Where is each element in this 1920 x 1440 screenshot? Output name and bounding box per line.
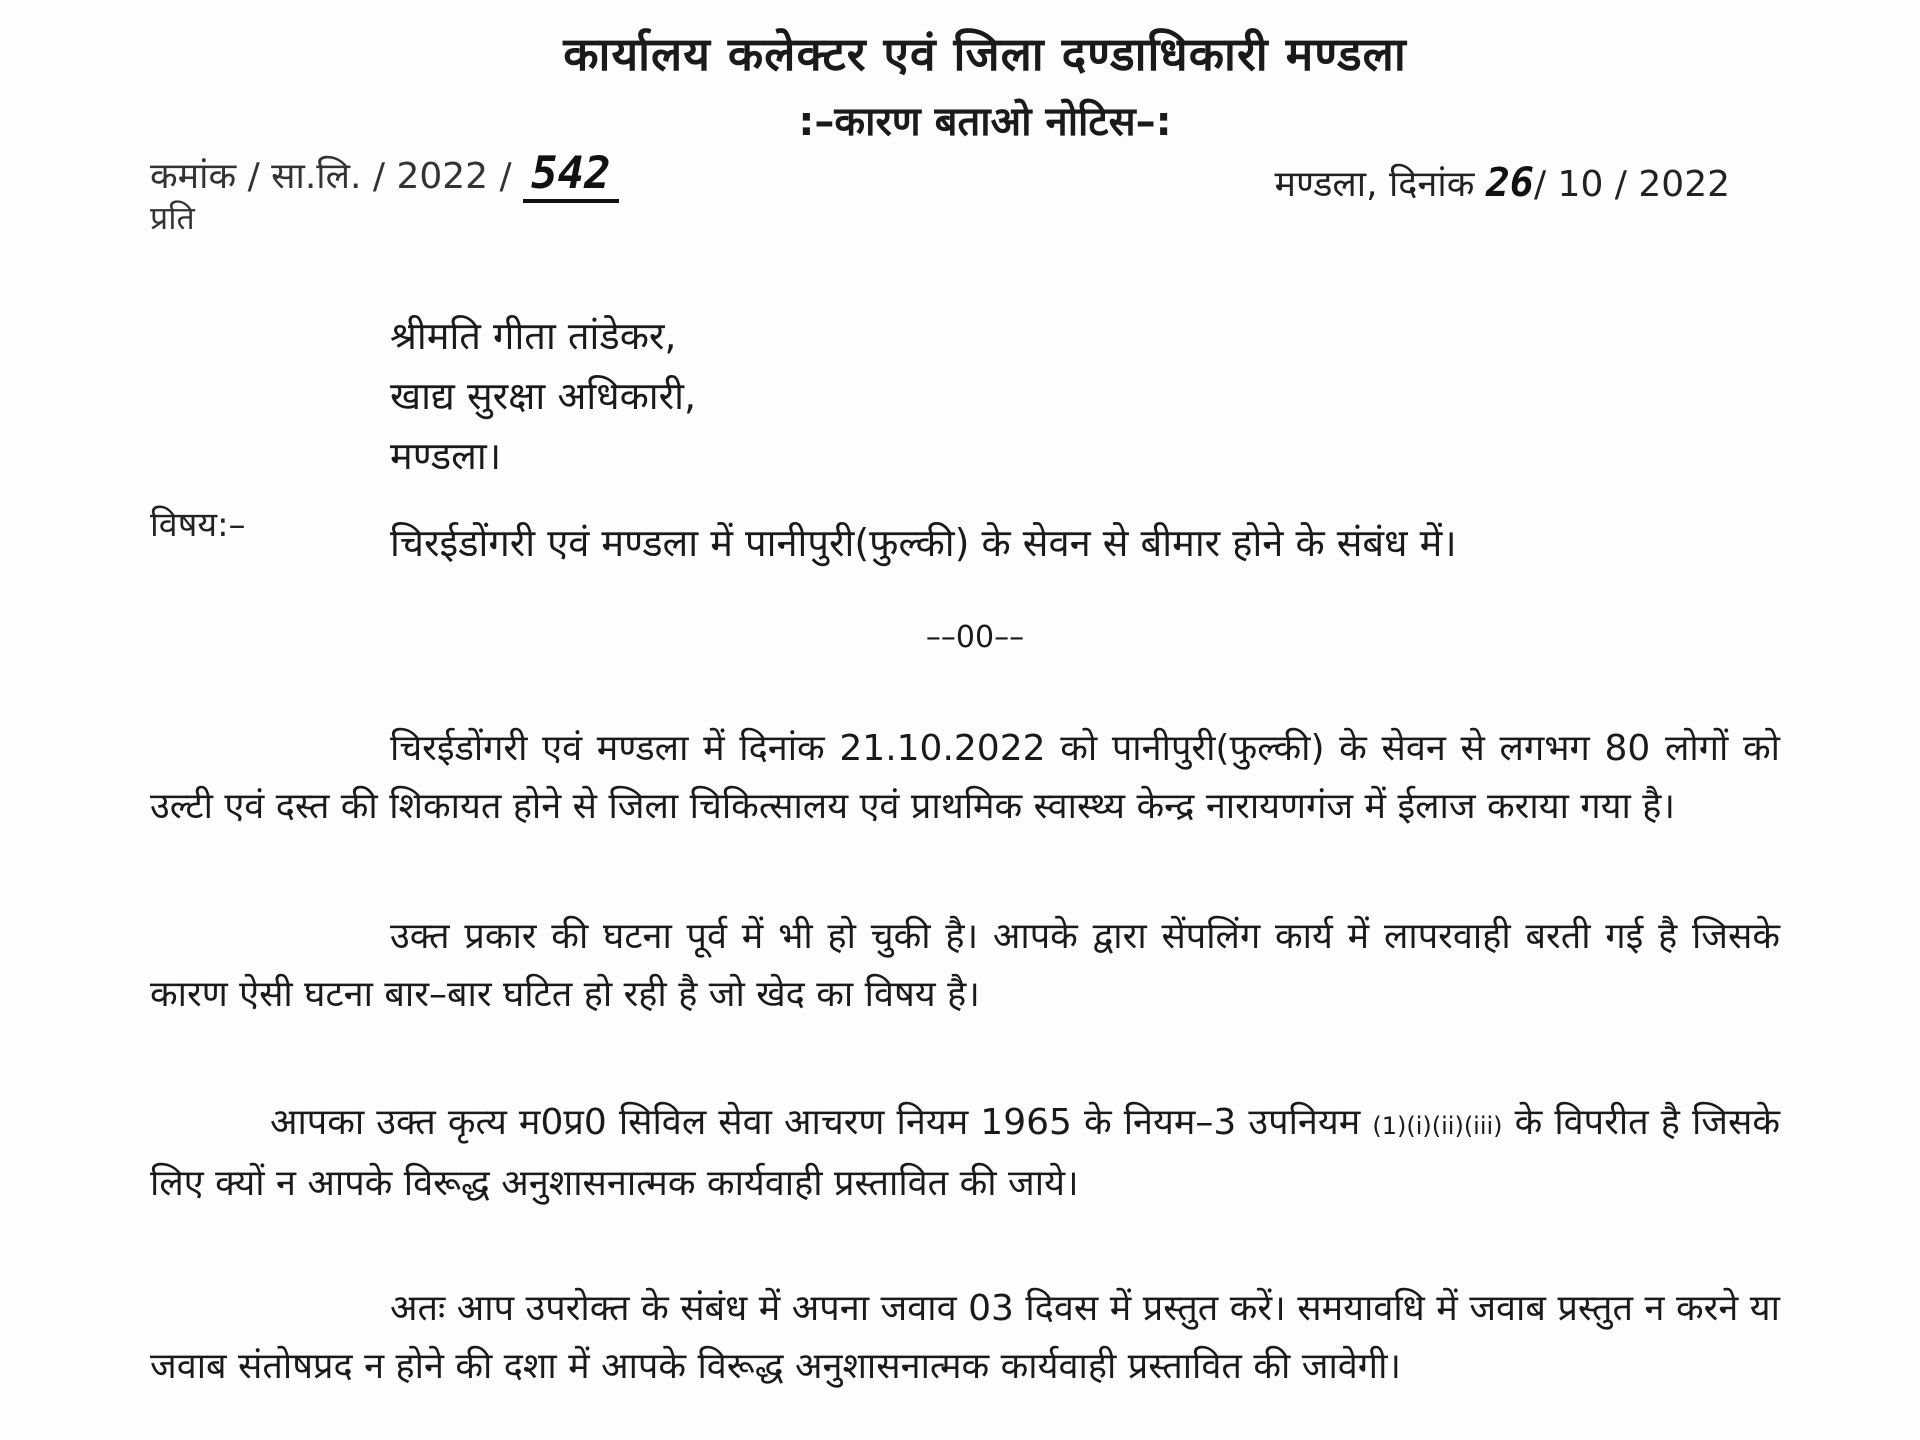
office-title: कार्यालय कलेक्टर एवं जिला दण्डाधिकारी मण्डला (563, 27, 1407, 81)
addressee-place: मण्डला। (390, 434, 502, 478)
prati-label: प्रति (150, 199, 195, 237)
issue-date (1274, 158, 1730, 207)
body-paragraph-3 (150, 1094, 1780, 1213)
body-paragraph-4: अतः आप उपरोक्त के संबंध में अपना जवाव 03 दिवस में प्रस्तुत करें। समयावधि में जवाब प्रस्तुत न करने या जवाब संतोषप्रद न होने की दशा में आपके विरूद्ध अनुशासनात्मक कार्यवाही प्रस्तावित की जावेगी। (150, 1288, 1780, 1387)
reference-number (150, 148, 619, 199)
date-handwritten-day: 26 (1485, 160, 1534, 206)
separator: ––00–– (925, 620, 1025, 655)
para3-rule-reference: (1)(i)(ii)(iii) (1372, 1112, 1503, 1140)
date-prefix: मण्डला, दिनांक (1274, 164, 1475, 205)
date-rest: / 10 / 2022 (1533, 164, 1730, 205)
para3-text-after: के विपरीत है जिसके लिए क्यों न आपके विरूद्ध अनुशासनात्मक कार्यवाही प्रस्तावित की जाये। (150, 1102, 1780, 1204)
addressee-block (390, 306, 696, 486)
addressee-name: श्रीमति गीता तांडेकर, (390, 314, 677, 358)
subject-label: विषय:– (150, 505, 246, 545)
notice-title: :–कारण बताओ नोटिस–: (798, 99, 1172, 145)
body-paragraph-2: उक्त प्रकार की घटना पूर्व में भी हो चुकी है। आपके द्वारा सेंपलिंग कार्य में लापरवाही बरती गई है जिसके कारण ऐसी घटना बार–बार घटित हो रही है जो खेद का विषय है। (150, 916, 1780, 1015)
reference-handwritten-number: 542 (523, 148, 618, 203)
subject-text: चिरईडोंगरी एवं मण्डला में पानीपुरी(फुल्की) के सेवन से बीमार होने के संबंध में। (390, 521, 1457, 565)
addressee-designation: खाद्य सुरक्षा अधिकारी, (390, 374, 697, 418)
para3-text-before: आपका उक्त कृत्य म0प्र0 सिविल सेवा आचरण नियम 1965 के नियम–3 उपनियम (270, 1102, 1361, 1143)
body-paragraph-1: चिरईडोंगरी एवं मण्डला में दिनांक 21.10.2022 को पानीपुरी(फुल्की) के सेवन से लगभग 80 लोगों को उल्टी एवं दस्त की शिकायत होने से जिला चिकित्सालय एवं प्राथमिक स्वास्थ्य केन्द्र नारायणगंज में ईलाज कराया गया है। (150, 728, 1780, 827)
reference-prefix: कमांक / सा.लि. / 2022 / (150, 156, 512, 197)
